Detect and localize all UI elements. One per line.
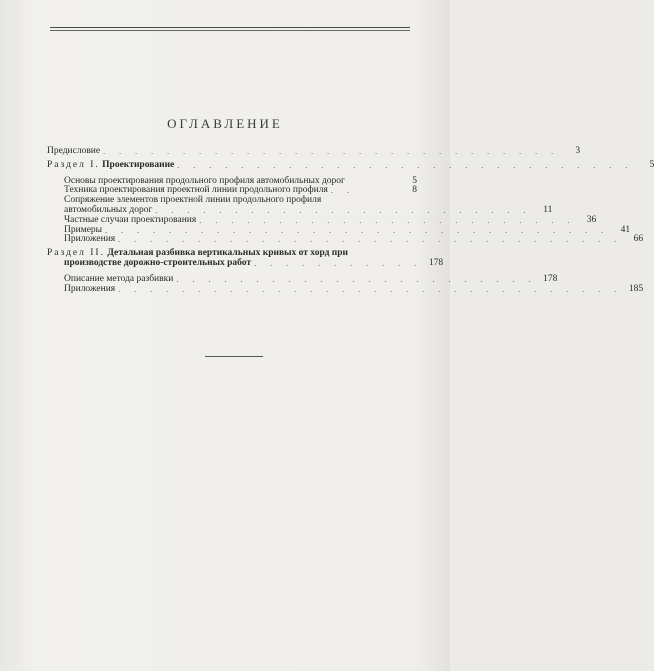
page-title: ОГЛАВЛЕНИЕ — [167, 116, 283, 131]
toc-page-number: 11 — [543, 204, 553, 215]
section-title: Проектирование — [102, 159, 175, 170]
toc-page-number: 66 — [633, 234, 644, 245]
toc-entry[interactable] — [47, 234, 644, 245]
table-of-contents — [47, 146, 654, 294]
toc-section-1[interactable] — [47, 159, 654, 171]
section-label: Раздел I. — [47, 159, 100, 170]
leader-dots: . . . . . . . . . . . — [254, 258, 423, 268]
leader-dots: . . . . . . . . . . . . . . . . . . . . . . . . . . . . . . . . — [105, 225, 610, 235]
toc-page-number: 178 — [428, 257, 444, 268]
toc-section-2[interactable] — [47, 248, 444, 269]
section-title-line2: производстве дорожно-строительных работ — [64, 257, 252, 268]
toc-entry-text: Приложения — [64, 234, 116, 245]
leader-dots: . . . . . . . . . . . . . . . . . . . . . . . — [176, 274, 537, 284]
leader-dots: . . . . . . . . . . . . . . . . . . . . . . . . — [155, 205, 532, 215]
toc-entry[interactable] — [47, 195, 553, 216]
toc-entry-text: Техника проектирования проектной линии продольного профиля — [64, 185, 328, 196]
toc-page-number: 8 — [412, 185, 417, 196]
toc-entry-text: Примеры — [64, 224, 103, 235]
toc-entry-text: Частные случаи проектирования — [64, 214, 197, 225]
leader-dots: . . — [330, 186, 355, 196]
bottom-rule — [205, 356, 263, 357]
leader-dots: . . . . . . . . . . . . . . . . . . . . . . . . . . . . . . . . — [118, 284, 623, 294]
toc-page-number: 5 — [412, 175, 417, 186]
section-title-line1: Детальная разбивка вертикальных кривых от хорд при — [107, 248, 349, 259]
leader-dots: . . . . . . . . . . . . . . . . . . . . . . . . . . . . . — [103, 147, 560, 156]
toc-entry[interactable] — [47, 186, 417, 196]
toc-page-number: 185 — [628, 283, 644, 294]
toc-entry-text: Предисловие — [47, 146, 101, 156]
toc-entry[interactable] — [47, 214, 597, 226]
toc-entry-text: Основы проектирования продольного профиля автомобильных дорог — [64, 175, 345, 186]
top-rule-secondary — [50, 30, 410, 31]
toc-page-number: 3 — [575, 146, 581, 156]
leader-dots: . . . . . . . . . . . . . . . . . . . . . . . . . . . . . . . . — [118, 235, 623, 245]
toc-entry-text: Описание метода разбивки — [64, 273, 174, 284]
toc-page-number: 5 — [649, 159, 654, 170]
top-rule — [50, 27, 410, 28]
section-label: Раздел II. — [47, 248, 105, 259]
toc-entry[interactable] — [47, 283, 644, 295]
toc-entry-text-line2: автомобильных дорог — [64, 204, 153, 215]
toc-page-number: 178 — [543, 273, 558, 284]
leader-dots: . . . . . . . . . . . . . . . . . . . . . . . . — [199, 215, 576, 225]
toc-entry-preface[interactable] — [47, 146, 581, 157]
toc-page-number: 36 — [586, 214, 597, 225]
toc-entry-text-line1: Сопряжение элементов проектной линии продольного профиля — [64, 195, 322, 206]
leader-dots: . . . . . . . . . . . . . . . . . . . . . . . . . . . . . — [177, 160, 634, 170]
toc-page-number: 41 — [620, 224, 631, 235]
toc-entry-text: Приложения — [64, 283, 116, 294]
